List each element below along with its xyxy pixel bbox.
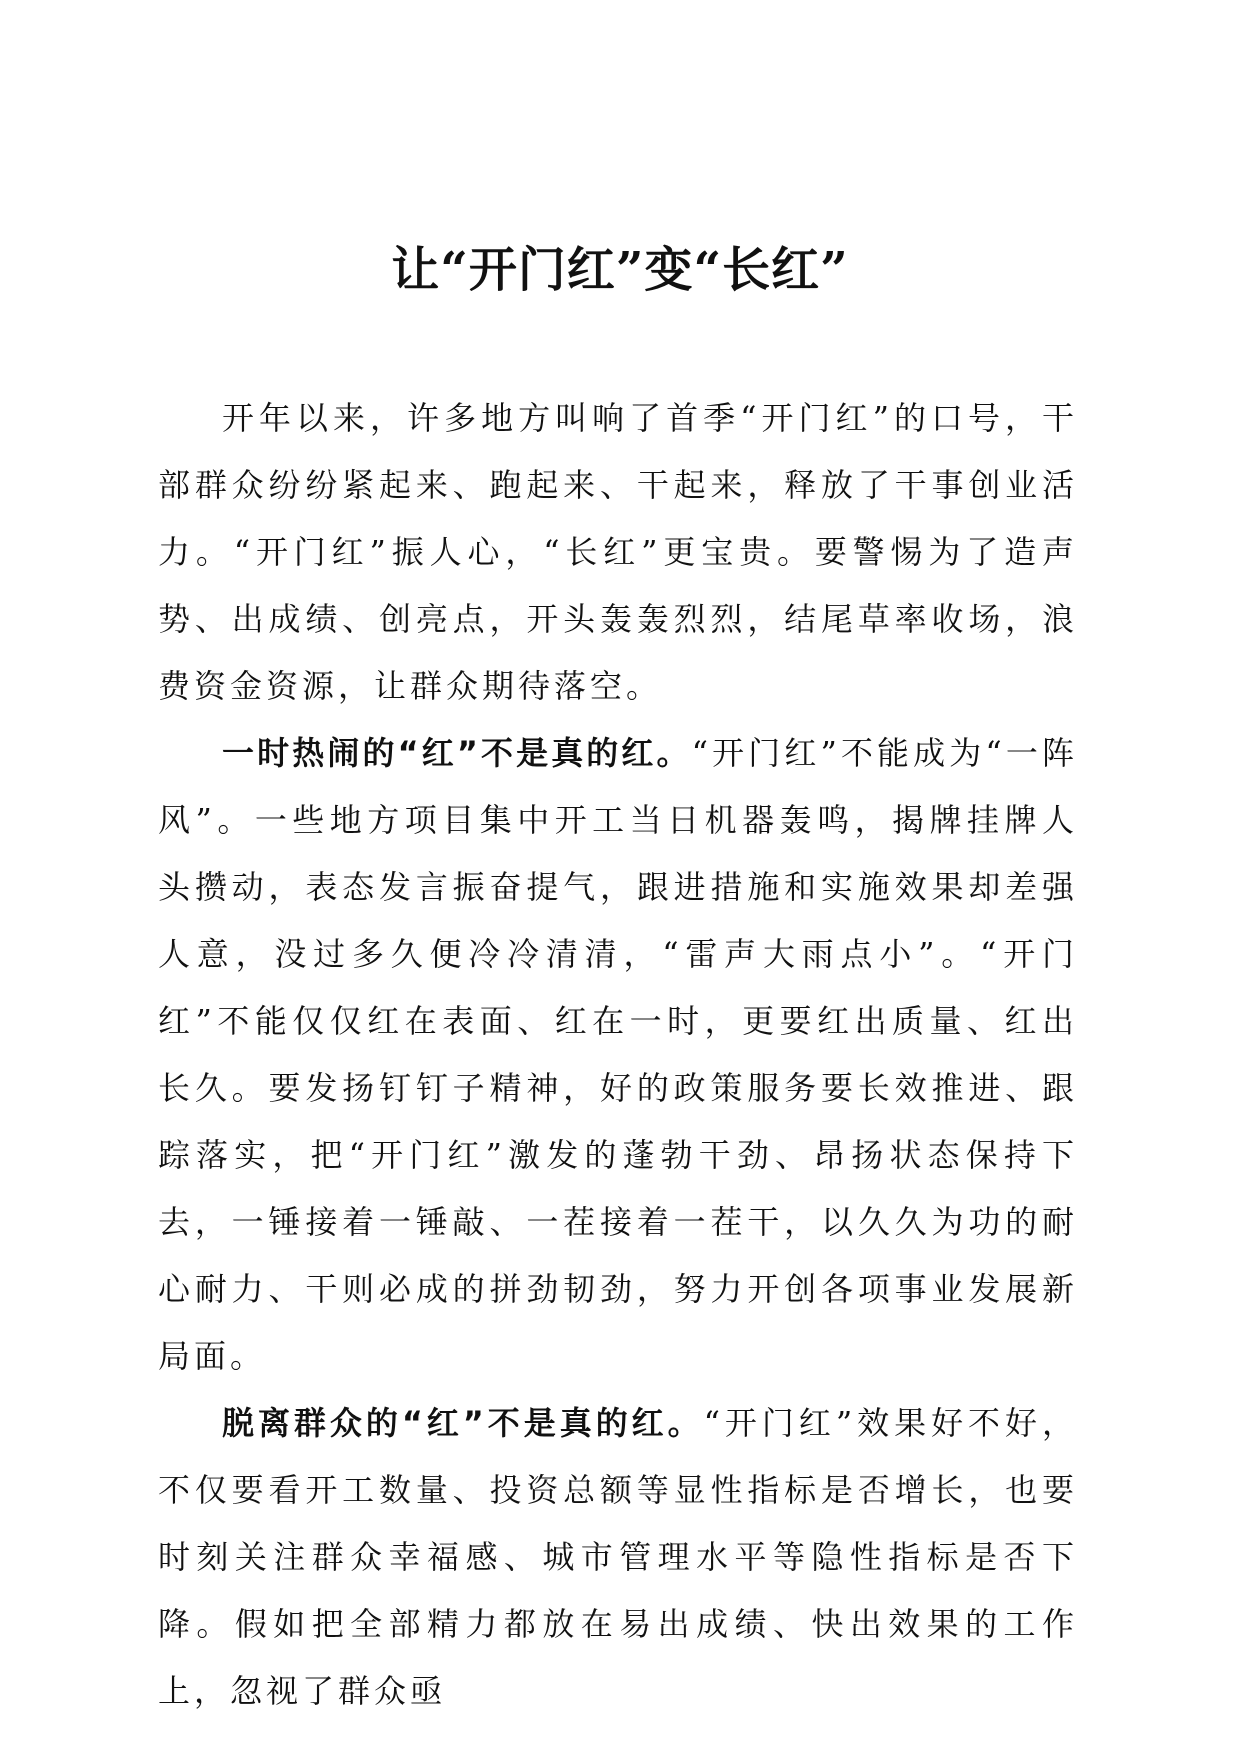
paragraph-section-2 xyxy=(158,1390,1078,1725)
paragraph-lead: 脱离群众的“红”不是真的红。 xyxy=(222,1404,704,1442)
article-body xyxy=(158,385,1078,1725)
paragraph-text: “开门红”不能成为“一阵风”。一些地方项目集中开工当日机器轰鸣，揭牌挂牌人头攒动，表态发言振奋提气，跟进措施和实施效果却差强人意，没过多久便冷冷清清，“雷声大雨点小”。“开门红”不能仅仅红在表面、红在一时，更要红出质量、红出长久。要发扬钉钉子精神，好的政策服务要长效推进、跟踪落实，把“开门红”激发的蓬勃干劲、昂扬状态保持下去，一锤接着一锤敲、一茬接着一茬干，以久久为功的耐心耐力、干则必成的拼劲韧劲，努力开创各项事业发展新局面。 xyxy=(158,734,1078,1375)
paragraph-text: 开年以来，许多地方叫响了首季“开门红”的口号，干部群众纷纷紧起来、跑起来、干起来，释放了干事创业活力。“开门红”振人心，“长红”更宝贵。要警惕为了造声势、出成绩、创亮点，开头轰轰烈烈，结尾草率收场，浪费资金资源，让群众期待落空。 xyxy=(158,399,1078,705)
paragraph-lead: 一时热闹的“红”不是真的红。 xyxy=(222,734,692,772)
article-title: 让“开门红”变“长红” xyxy=(391,242,849,298)
paragraph-section-1 xyxy=(158,720,1078,1390)
paragraph-text: “开门红”效果好不好，不仅要看开工数量、投资总额等显性指标是否增长，也要时刻关注群众幸福感、城市管理水平等隐性指标是否下降。假如把全部精力都放在易出成绩、快出效果的工作上，忽视了群众亟 xyxy=(158,1404,1078,1710)
paragraph-intro xyxy=(158,385,1078,720)
